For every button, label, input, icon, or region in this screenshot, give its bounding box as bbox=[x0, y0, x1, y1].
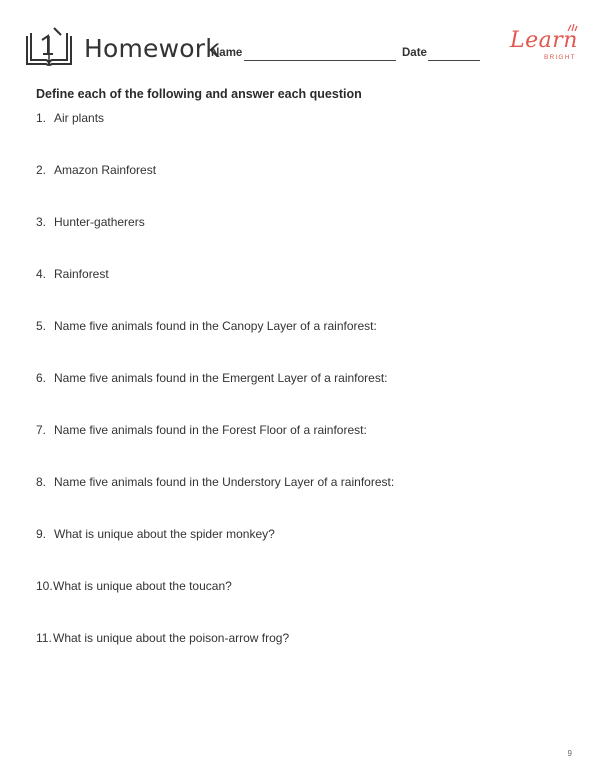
question-item bbox=[36, 631, 394, 683]
question-text: What is unique about the poison-arrow frog? bbox=[53, 631, 290, 645]
question-number: 5. bbox=[36, 319, 47, 333]
question-number: 7. bbox=[36, 423, 47, 437]
question-number: 1. bbox=[36, 111, 47, 125]
logo-brand-text: Learn bbox=[510, 28, 578, 53]
name-label: Name bbox=[211, 47, 243, 59]
name-field-line[interactable] bbox=[244, 60, 396, 61]
question-item bbox=[36, 215, 394, 267]
question-item bbox=[36, 163, 394, 215]
question-number: 6. bbox=[36, 371, 47, 385]
question-text: Name five animals found in the Forest Floor of a rainforest: bbox=[54, 423, 367, 437]
logo-sub-text: BRIGHT bbox=[544, 54, 576, 61]
question-number: 3. bbox=[36, 215, 47, 229]
question-text: Rainforest bbox=[54, 267, 109, 281]
question-list bbox=[36, 111, 394, 683]
question-item bbox=[36, 527, 394, 579]
header bbox=[24, 26, 580, 76]
question-item bbox=[36, 423, 394, 475]
question-number: 11. bbox=[36, 631, 52, 645]
question-number: 8. bbox=[36, 475, 47, 489]
question-item bbox=[36, 111, 394, 163]
question-number: 2. bbox=[36, 163, 47, 177]
instructions-heading: Define each of the following and answer each question bbox=[36, 87, 362, 101]
question-text: Name five animals found in the Emergent Layer of a rainforest: bbox=[54, 371, 388, 385]
question-text: Name five animals found in the Canopy Layer of a rainforest: bbox=[54, 319, 377, 333]
question-item bbox=[36, 319, 394, 371]
question-number: 9. bbox=[36, 527, 47, 541]
question-number: 10. bbox=[36, 579, 53, 593]
question-text: What is unique about the toucan? bbox=[53, 579, 232, 593]
question-text: Amazon Rainforest bbox=[54, 163, 157, 177]
question-item bbox=[36, 371, 394, 423]
open-book-icon bbox=[24, 26, 74, 68]
homework-title: Homework bbox=[84, 34, 220, 63]
page-number: 9 bbox=[567, 749, 572, 758]
question-item bbox=[36, 475, 394, 527]
date-field-line[interactable] bbox=[428, 60, 480, 61]
date-label: Date bbox=[402, 47, 427, 59]
question-item bbox=[36, 579, 394, 631]
question-text: What is unique about the spider monkey? bbox=[54, 527, 275, 541]
question-text: Air plants bbox=[54, 111, 105, 125]
question-text: Hunter-gatherers bbox=[54, 215, 145, 229]
spark-icon bbox=[566, 23, 578, 33]
question-text: Name five animals found in the Understory Layer of a rainforest: bbox=[54, 475, 395, 489]
question-number: 4. bbox=[36, 267, 47, 281]
question-item bbox=[36, 267, 394, 319]
learn-bright-logo bbox=[508, 26, 580, 66]
